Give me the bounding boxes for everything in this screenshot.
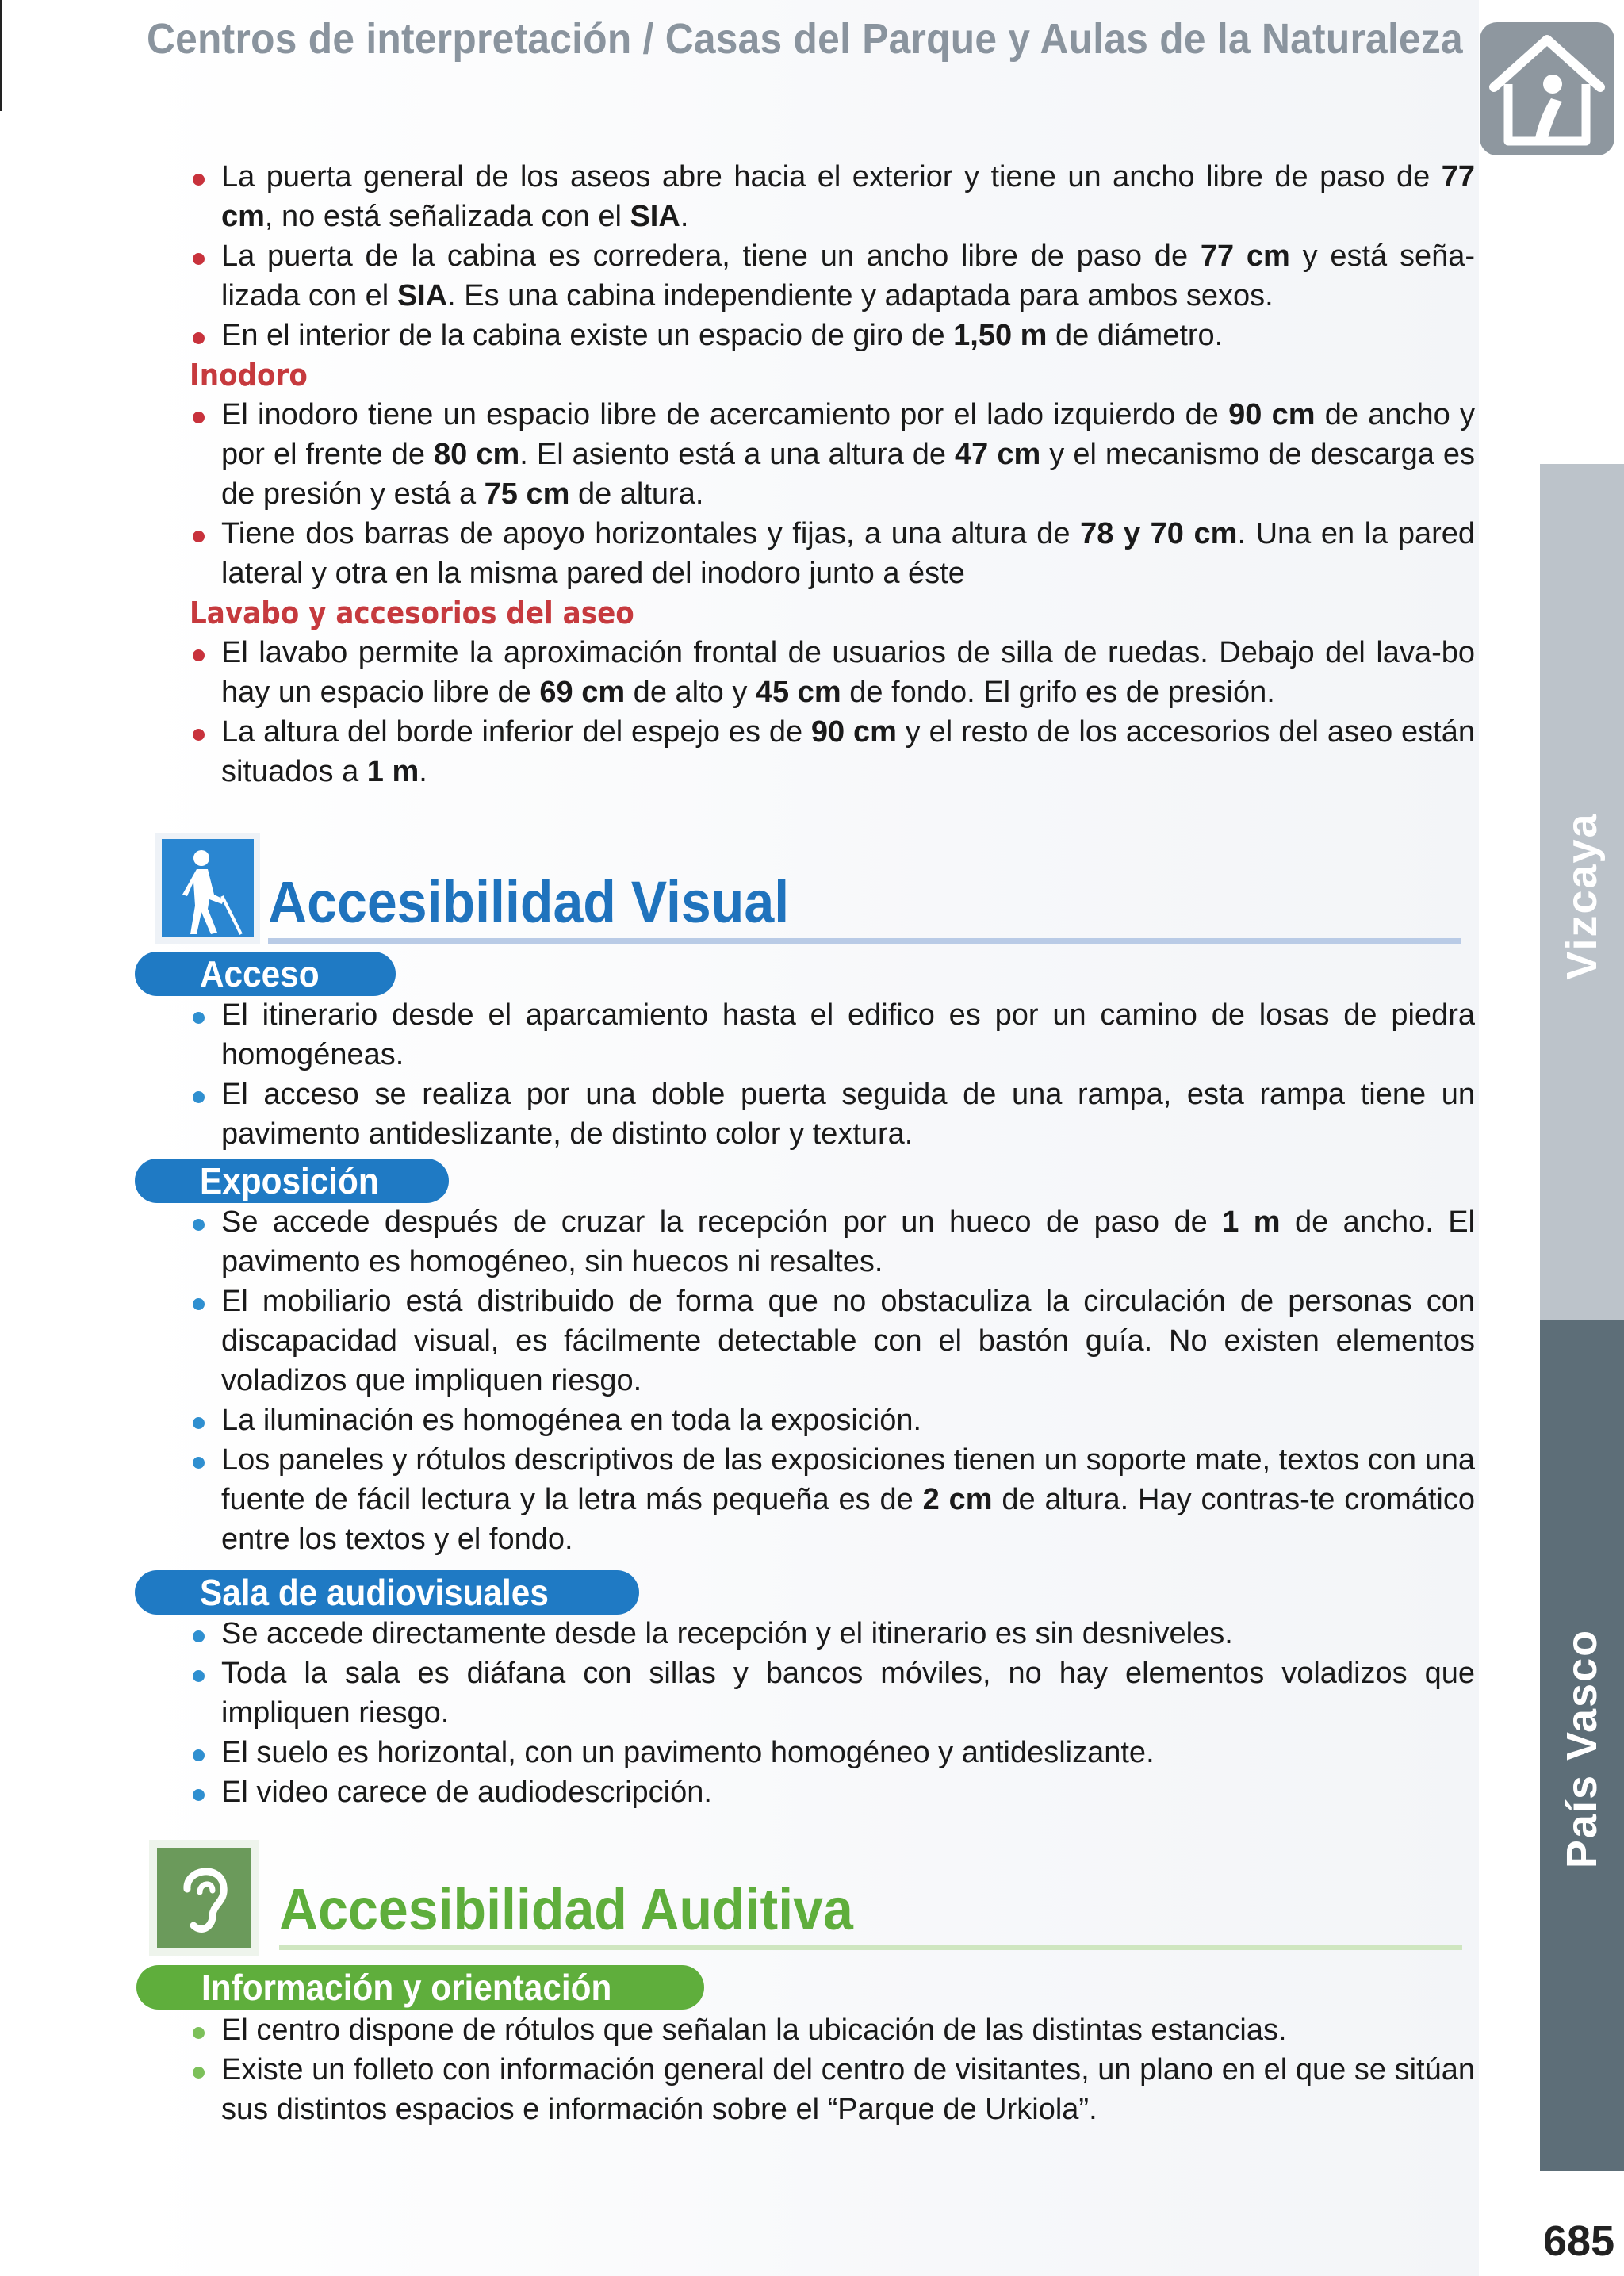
sala-audiovisuales-heading-pill bbox=[135, 1570, 639, 1615]
auditiva-title-underline bbox=[279, 1945, 1462, 1950]
bullet-item: El itinerario desde el aparcamiento hasta el edifico es por un camino de losas de piedra homogéneas. bbox=[190, 995, 1475, 1075]
emphasis: 1 m bbox=[366, 755, 419, 788]
emphasis: 90 cm bbox=[810, 715, 897, 749]
emphasis: 1 m bbox=[1222, 1205, 1281, 1239]
community-tab-pais-vasco bbox=[1540, 1320, 1624, 2171]
emphasis: 1,50 m bbox=[953, 319, 1048, 352]
region-tab-vizcaya bbox=[1540, 464, 1624, 1320]
emphasis: 78 y 70 cm bbox=[1080, 517, 1238, 550]
bullet-item: Se accede después de cruzar la recepción por un hueco de paso de 1 m de ancho. El pavimento es homogéneo, sin huecos ni resaltes. bbox=[190, 1202, 1475, 1282]
informacion-orientacion-heading: Información y orientación bbox=[201, 1967, 612, 2008]
emphasis: 45 cm bbox=[755, 676, 841, 709]
bullet-item: El acceso se realiza por una doble puerta seguida de una rampa, esta rampa tiene un pavimento antideslizante, de distinto color y textura. bbox=[190, 1075, 1475, 1154]
lavabo-heading: Lavabo y accesorios del aseo bbox=[190, 596, 634, 630]
bullet-item: La puerta de la cabina es corredera, tiene un ancho libre de paso de 77 cm y está seña-lizada con el SIA. Es una cabina independiente y adaptada para ambos sexos. bbox=[190, 236, 1475, 316]
crop-mark bbox=[0, 0, 2, 111]
bullet-item: El suelo es horizontal, con un pavimento homogéneo y antideslizante. bbox=[190, 1733, 1475, 1772]
bullet-item: En el interior de la cabina existe un espacio de giro de 1,50 m de diámetro. bbox=[190, 316, 1475, 355]
emphasis: 75 cm bbox=[484, 477, 570, 511]
inodoro-heading: Inodoro bbox=[190, 358, 308, 393]
emphasis: 77 cm bbox=[1200, 239, 1290, 273]
bullet-item: El mobiliario está distribuido de forma que no obstaculiza la circulación de personas con discapacidad visual, es fácilmente detectable con el bastón guía. No existen elementos voladizos que impliquen riesgo. bbox=[190, 1282, 1475, 1400]
informacion-orientacion-heading-pill bbox=[136, 1965, 704, 2010]
bullet-item: El centro dispone de rótulos que señalan la ubicación de las distintas estancias. bbox=[190, 2010, 1475, 2050]
emphasis: 90 cm bbox=[1228, 398, 1316, 431]
bullet-item: El inodoro tiene un espacio libre de acercamiento por el lado izquierdo de 90 cm de ancho y por el frente de 80 cm. El asiento está a una altura de 47 cm y el mecanismo de descarga es de presión y está a 75 cm de altura. bbox=[190, 395, 1475, 514]
acceso-list bbox=[190, 995, 1475, 1154]
bullet-item: Los paneles y rótulos descriptivos de las exposiciones tienen un soporte mate, textos con una fuente de fácil lectura y la letra más pequeña es de 2 cm de altura. Hay contras-te cromático entre los textos y el fondo. bbox=[190, 1440, 1475, 1559]
emphasis: SIA bbox=[630, 200, 680, 233]
informacion-orientacion-list bbox=[190, 2010, 1475, 2129]
bullet-item: La iluminación es homogénea en toda la exposición. bbox=[190, 1400, 1475, 1440]
acceso-heading: Acceso bbox=[200, 953, 320, 994]
blind-person-icon bbox=[155, 833, 260, 944]
visual-title-underline bbox=[268, 938, 1461, 944]
emphasis: 80 cm bbox=[434, 438, 520, 471]
bullet-item: La altura del borde inferior del espejo es de 90 cm y el resto de los accesorios del aseo están situados a 1 m. bbox=[190, 712, 1475, 791]
exposicion-list bbox=[190, 1202, 1475, 1559]
emphasis: 69 cm bbox=[539, 676, 626, 709]
emphasis: 77 cm bbox=[221, 160, 1475, 233]
page-header-title: Centros de interpretación / Casas del Parque y Aulas de la Naturaleza bbox=[147, 15, 1463, 63]
acceso-heading-pill bbox=[135, 952, 396, 996]
bullet-item: El lavabo permite la aproximación frontal de usuarios de silla de ruedas. Debajo del lava-bo hay un espacio libre de 69 cm de alto y 45 cm de fondo. El grifo es de presión. bbox=[190, 633, 1475, 712]
bullet-item: Se accede directamente desde la recepción y el itinerario es sin desniveles. bbox=[190, 1614, 1475, 1653]
toilet-intro-list bbox=[190, 157, 1475, 355]
bullet-item: Toda la sala es diáfana con sillas y bancos móviles, no hay elementos voladizos que impliquen riesgo. bbox=[190, 1653, 1475, 1733]
auditiva-section-title: Accesibilidad Auditiva bbox=[279, 1876, 853, 1942]
visual-section-title: Accesibilidad Visual bbox=[268, 869, 790, 935]
inodoro-list bbox=[190, 395, 1475, 593]
emphasis: 47 cm bbox=[955, 438, 1041, 471]
bullet-item: Tiene dos barras de apoyo horizontales y fijas, a una altura de 78 y 70 cm. Una en la pared lateral y otra en la misma pared del inodoro junto a éste bbox=[190, 514, 1475, 593]
bullet-item: El video carece de audiodescripción. bbox=[190, 1772, 1475, 1812]
emphasis: 2 cm bbox=[922, 1483, 993, 1516]
community-tab-label: País Vasco bbox=[1558, 1628, 1606, 1869]
emphasis: SIA bbox=[396, 279, 448, 312]
page-number: 685 bbox=[1543, 2217, 1615, 2265]
region-tab-label: Vizcaya bbox=[1558, 812, 1606, 980]
bullet-item: Existe un folleto con información general del centro de visitantes, un plano en el que se sitúan sus distintos espacios e información sobre el “Parque de Urkiola”. bbox=[190, 2050, 1475, 2129]
exposicion-heading-pill bbox=[135, 1159, 449, 1203]
info-house-icon bbox=[1480, 22, 1614, 155]
ear-icon bbox=[149, 1840, 259, 1956]
sala-audiovisuales-heading: Sala de audiovisuales bbox=[200, 1572, 549, 1613]
bullet-item: La puerta general de los aseos abre hacia el exterior y tiene un ancho libre de paso de 77 cm, no está señalizada con el SIA. bbox=[190, 157, 1475, 236]
toilet-section bbox=[190, 157, 1475, 791]
sala-audiovisuales-list bbox=[190, 1614, 1475, 1812]
exposicion-heading: Exposición bbox=[200, 1160, 379, 1201]
lavabo-list bbox=[190, 633, 1475, 791]
